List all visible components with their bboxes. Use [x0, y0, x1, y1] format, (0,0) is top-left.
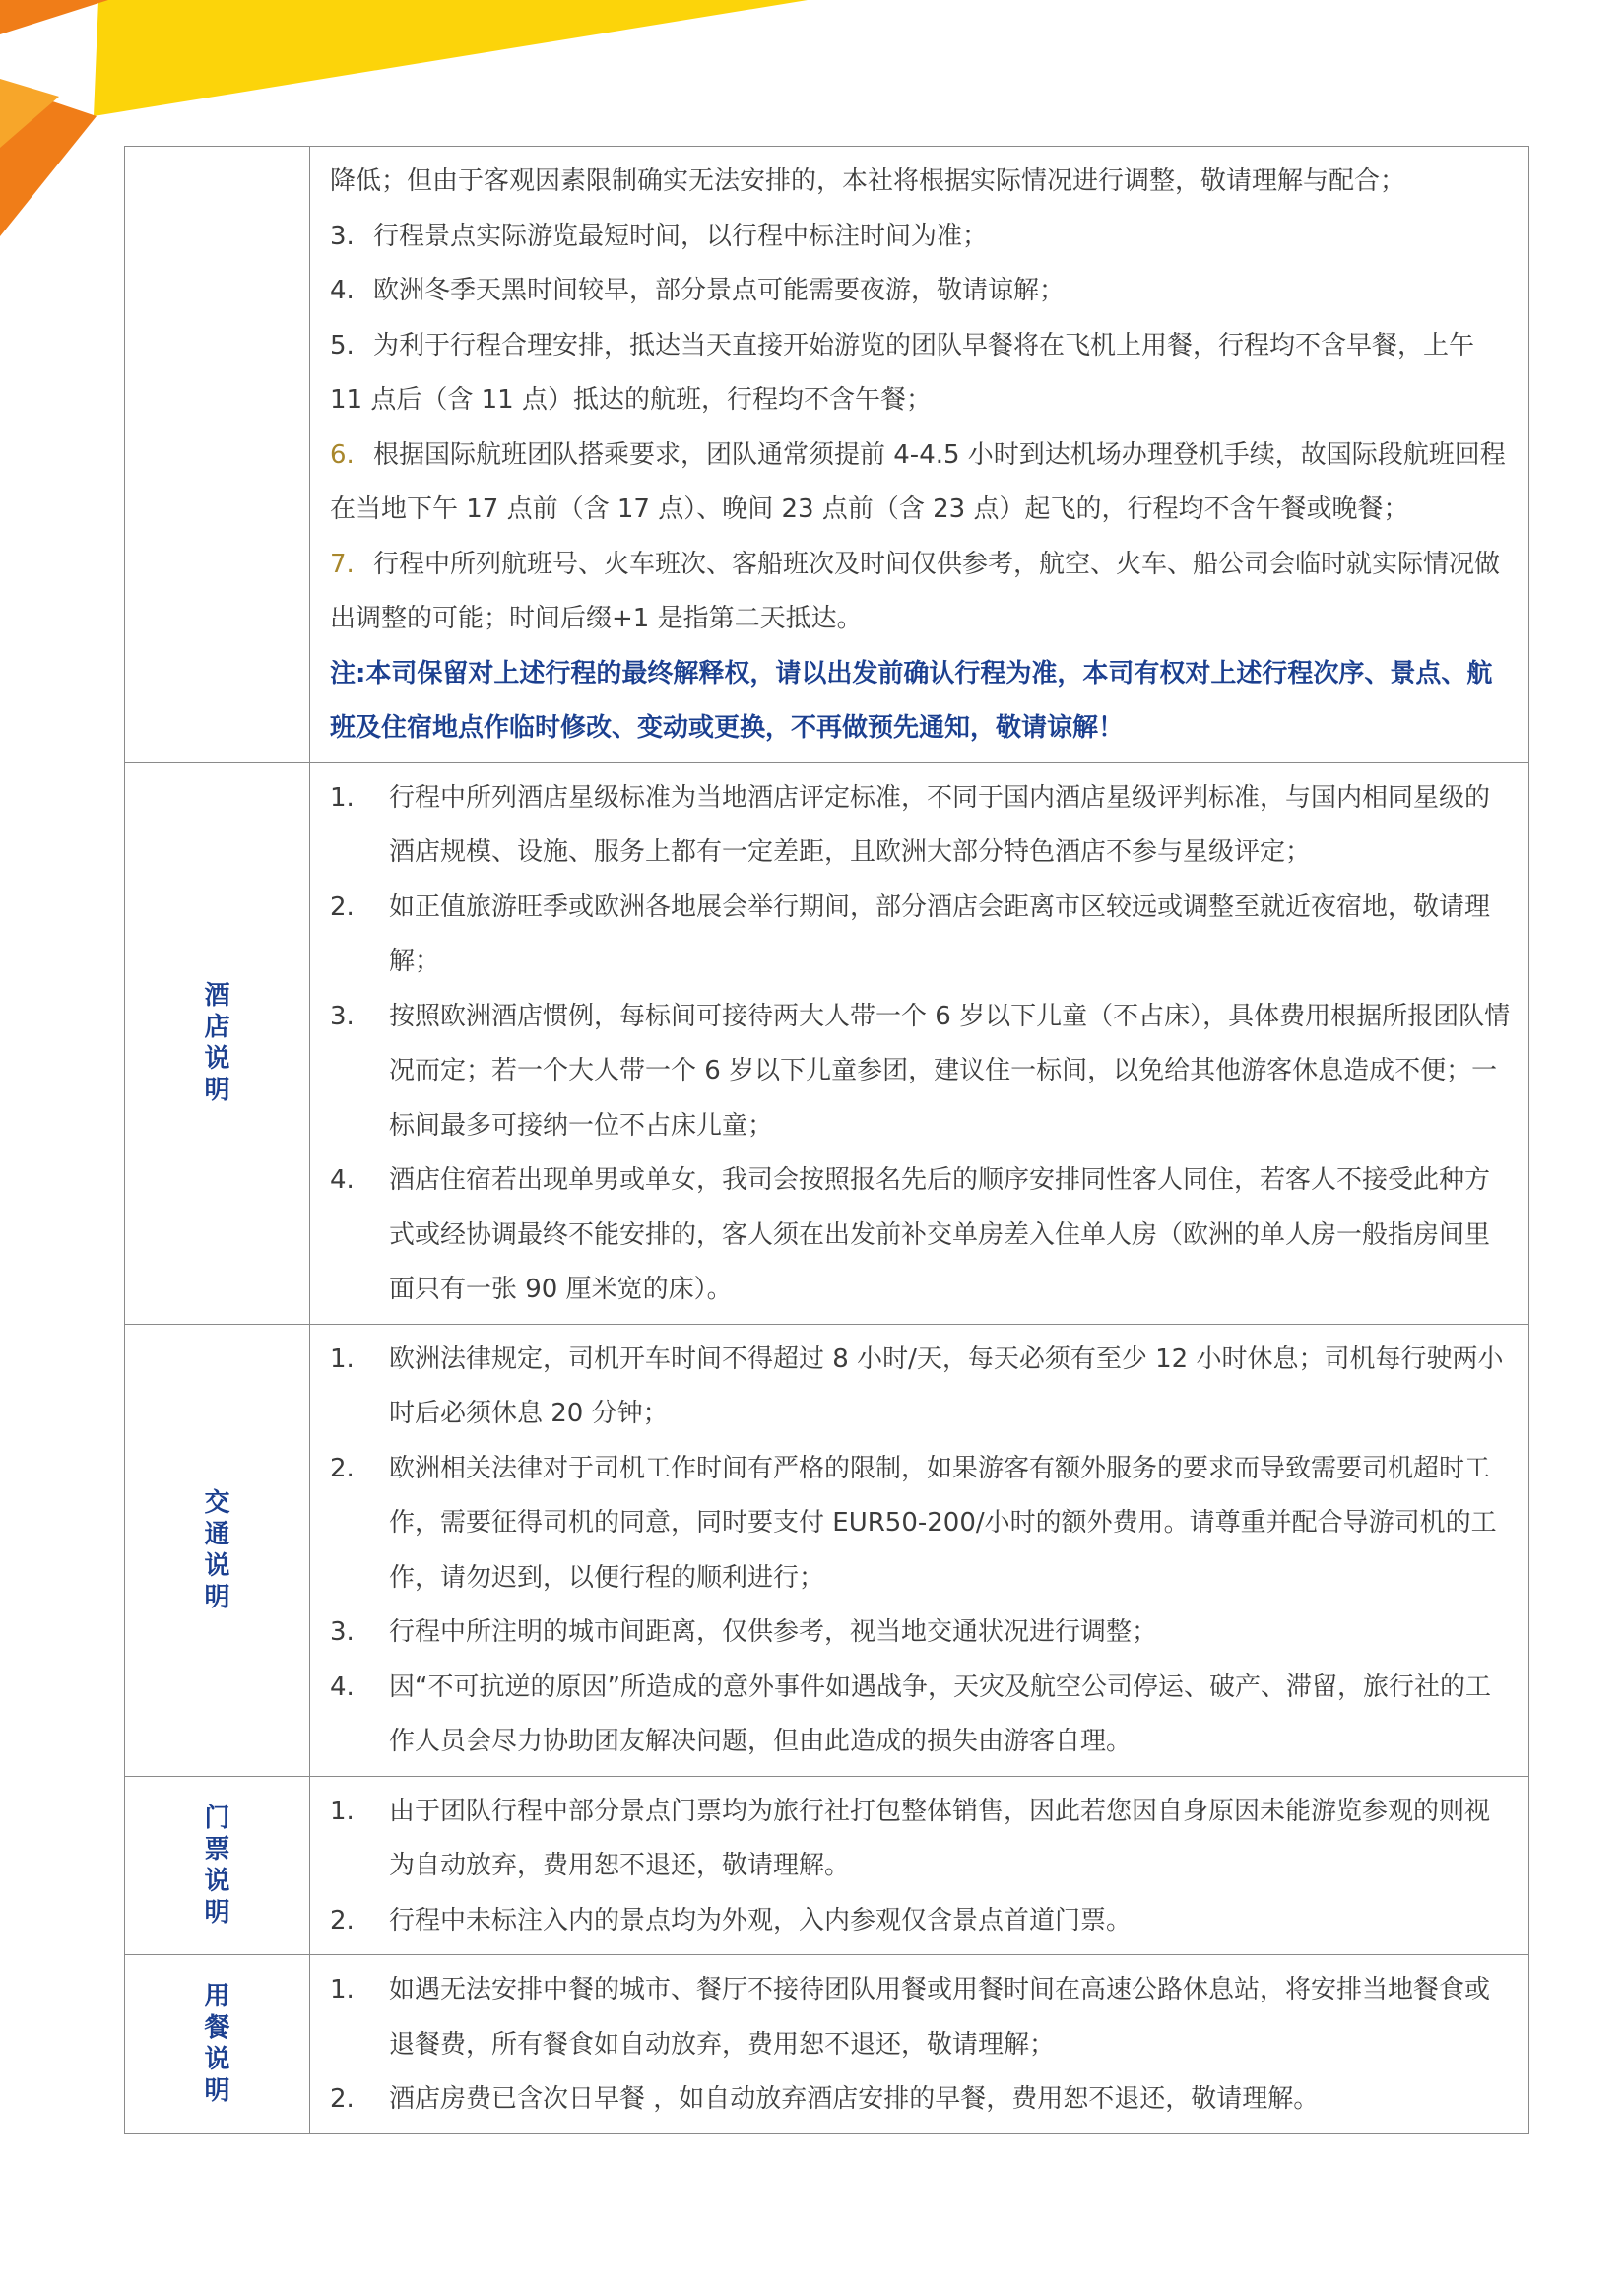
table-row-hotel	[125, 762, 1529, 1324]
row-label-empty	[125, 147, 310, 763]
list-item: 3. 行程中所注明的城市间距离，仅供参考，视当地交通状况进行调整；	[330, 1617, 1158, 1647]
continuation-text: 降低；但由于客观因素限制确实无法安排的，本社将根据实际情况进行调整，敬请理解与配合；	[330, 166, 1406, 196]
list-item: 5. 为利于行程合理安排，抵达当天直接开始游览的团队早餐将在飞机上用餐，行程均不含早餐，上午 11 点后（含 11 点）抵达的航班，行程均不含午餐；	[330, 330, 1475, 415]
table-row-meal	[125, 1955, 1529, 2134]
itinerary-notes-table	[124, 146, 1529, 2134]
table-row-ticket	[125, 1776, 1529, 1955]
hotel-notes-cell	[310, 762, 1529, 1324]
list-item: 4. 欧洲冬季天黑时间较早，部分景点可能需要夜游，敬请谅解；	[330, 276, 1066, 305]
list-item: 2. 欧洲相关法律对于司机工作时间有严格的限制，如果游客有额外服务的要求而导致需要司机超时工作，需要征得司机的同意，同时要支付 EUR50-200/小时的额外费用。请尊重并配合导游司机的工作，请勿迟到，以便行程的顺利进行；	[330, 1453, 1497, 1593]
transport-label: 交通说明	[125, 1324, 310, 1776]
list-item: 3. 按照欧洲酒店惯例，每标间可接待两大人带一个 6 岁以下儿童（不占床），具体费用根据所报团队情况而定；若一个大人带一个 6 岁以下儿童参团，建议住一标间，以免给其他游客休息造成不便；一标间最多可接纳一位不占床儿童；	[330, 1001, 1511, 1141]
list-item: 2. 如正值旅游旺季或欧洲各地展会举行期间，部分酒店会距离市区较远或调整至就近夜宿地，敬请理解；	[330, 891, 1491, 976]
meal-label: 用餐说明	[125, 1955, 310, 2134]
general-notes-cell	[310, 147, 1529, 763]
list-item: 4. 因“不可抗逆的原因”所造成的意外事件如遇战争，天灾及航空公司停运、破产、滞留，旅行社的工作人员会尽力协助团友解决问题，但由此造成的损失由游客自理。	[330, 1672, 1491, 1756]
list-item: 2. 酒店房费已含次日早餐 ，如自动放弃酒店安排的早餐，费用恕不退还，敬请理解。	[330, 2084, 1320, 2114]
list-item: 7. 行程中所列航班号、火车班次、客船班次及时间仅供参考，航空、火车、船公司会临时就实际情况做出调整的可能；时间后缀+1 是指第二天抵达。	[330, 549, 1501, 633]
list-item: 2. 行程中未标注入内的景点均为外观，入内参观仅含景点首道门票。	[330, 1905, 1133, 1935]
list-item: 3. 行程景点实际游览最短时间，以行程中标注时间为准；	[330, 221, 989, 251]
table-row-general	[125, 147, 1529, 763]
list-item: 6. 根据国际航班团队搭乘要求，团队通常须提前 4-4.5 小时到达机场办理登机手续，故国际段航班回程在当地下午 17 点前（含 17 点）、晚间 23 点前（含 23 点）起飞的，行程均不含午餐或晚餐；	[330, 439, 1506, 524]
list-item: 1. 行程中所列酒店星级标准为当地酒店评定标准，不同于国内酒店星级评判标准，与国内相同星级的酒店规模、设施、服务上都有一定差距，且欧洲大部分特色酒店不参与星级评定；	[330, 782, 1491, 867]
yellow-stripe-shape	[94, 0, 808, 116]
list-item: 4. 酒店住宿若出现单男或单女，我司会按照报名先后的顺序安排同性客人同住，若客人不接受此种方式或经协调最终不能安排的，客人须在出发前补交单房差入住单人房（欧洲的单人房一般指房间里面只有一张 90 厘米宽的床）。	[330, 1165, 1491, 1304]
transport-notes-cell	[310, 1324, 1529, 1776]
ticket-label: 门票说明	[125, 1776, 310, 1955]
disclaimer-note: 注:本司保留对上述行程的最终解释权，请以出发前确认行程为准，本司有权对上述行程次序、景点、航班及住宿地点作临时修改、变动或更换，不再做预先通知，敬请谅解！	[330, 658, 1493, 743]
table-row-transport	[125, 1324, 1529, 1776]
ticket-notes-cell	[310, 1776, 1529, 1955]
list-item: 1. 由于团队行程中部分景点门票均为旅行社打包整体销售，因此若您因自身原因未能游览参观的则视为自动放弃，费用恕不退还，敬请理解。	[330, 1796, 1491, 1880]
orange-triangle-shape	[0, 0, 108, 34]
hotel-label: 酒店说明	[125, 762, 310, 1324]
list-item: 1. 欧洲法律规定，司机开车时间不得超过 8 小时/天，每天必须有至少 12 小时休息；司机每行驶两小时后必须休息 20 分钟；	[330, 1344, 1504, 1428]
meal-notes-cell	[310, 1955, 1529, 2134]
list-item: 1. 如遇无法安排中餐的城市、餐厅不接待团队用餐或用餐时间在高速公路休息站，将安排当地餐食或退餐费，所有餐食如自动放弃，费用恕不退还，敬请理解；	[330, 1975, 1491, 2060]
